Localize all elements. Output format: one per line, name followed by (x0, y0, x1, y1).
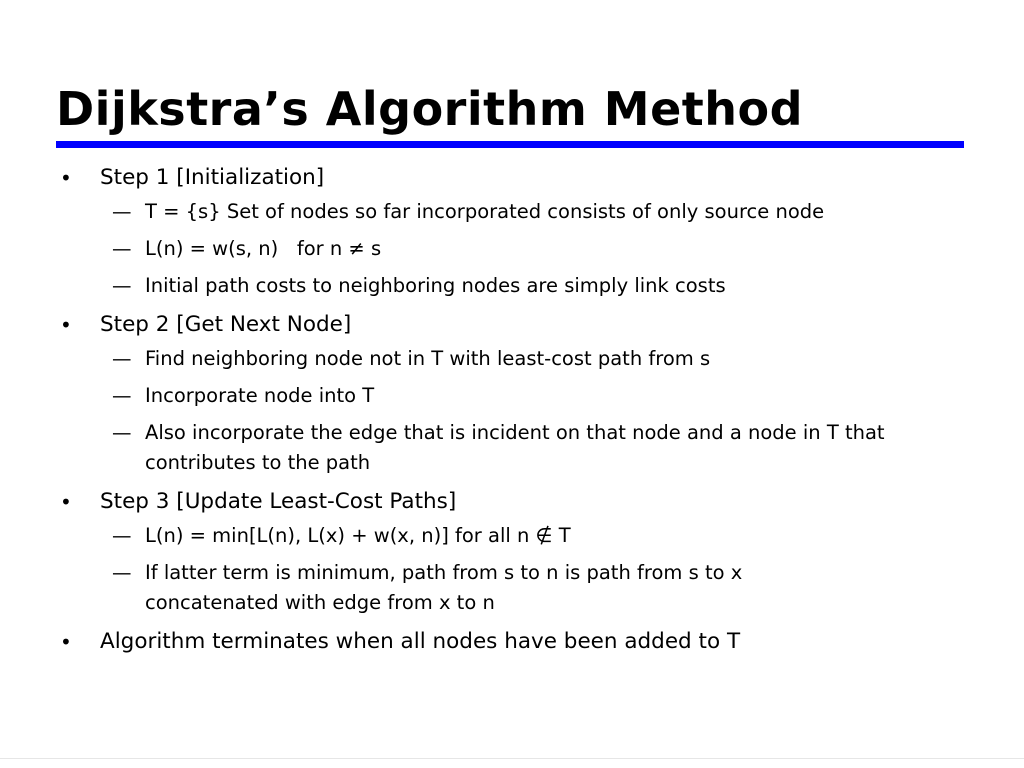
bullet-icon: • (60, 166, 72, 190)
bullet-icon: • (60, 313, 72, 337)
dash-icon: — (112, 421, 132, 444)
sub-bullet-list (100, 197, 980, 301)
bullet-text: Algorithm terminates when all nodes have been added to T (100, 629, 741, 654)
sub-bullet-text: Incorporate node into T (145, 384, 375, 407)
sub-bullet-list (100, 344, 980, 478)
bullet-item-termination (60, 626, 980, 658)
dash-icon: — (112, 274, 132, 297)
bullet-icon: • (60, 630, 72, 654)
dash-icon: — (112, 200, 132, 223)
sub-bullet-item (100, 344, 980, 374)
sub-bullet-text: L(n) = min[L(n), L(x) + w(x, n)] for all n ∉ T (145, 524, 571, 547)
slide-title: Dijkstra’s Algorithm Method (56, 82, 804, 136)
bullet-icon: • (60, 490, 72, 514)
bullet-text: Step 3 [Update Least-Cost Paths] (100, 489, 457, 514)
sub-bullet-text: Also incorporate the edge that is incident on that node and a node in T that contributes to the path (145, 421, 885, 474)
sub-bullet-item (100, 521, 980, 551)
sub-bullet-text: If latter term is minimum, path from s to n is path from s to x concatenated with edge from x to n (145, 561, 743, 614)
sub-bullet-text: L(n) = w(s, n) for n ≠ s (145, 237, 382, 260)
slide-bottom-border (0, 758, 1024, 759)
bullet-item-step-1 (60, 162, 980, 301)
sub-bullet-text: T = {s} Set of nodes so far incorporated consists of only source node (145, 200, 825, 223)
bullet-item-step-3 (60, 486, 980, 618)
dash-icon: — (112, 347, 132, 370)
dash-icon: — (112, 561, 132, 584)
sub-bullet-item (100, 271, 980, 301)
sub-bullet-item (100, 418, 980, 478)
sub-bullet-text: Find neighboring node not in T with least-cost path from s (145, 347, 711, 370)
sub-bullet-item (100, 197, 980, 227)
slide-content (60, 162, 980, 666)
dash-icon: — (112, 524, 132, 547)
bullet-text: Step 2 [Get Next Node] (100, 312, 352, 337)
sub-bullet-item (100, 381, 980, 411)
bullet-item-step-2 (60, 309, 980, 478)
bullet-text: Step 1 [Initialization] (100, 165, 325, 190)
sub-bullet-text: Initial path costs to neighboring nodes are simply link costs (145, 274, 726, 297)
dash-icon: — (112, 384, 132, 407)
title-underline (56, 141, 964, 148)
sub-bullet-list (100, 521, 980, 618)
sub-bullet-item (100, 234, 980, 264)
sub-bullet-item (100, 558, 980, 618)
dash-icon: — (112, 237, 132, 260)
